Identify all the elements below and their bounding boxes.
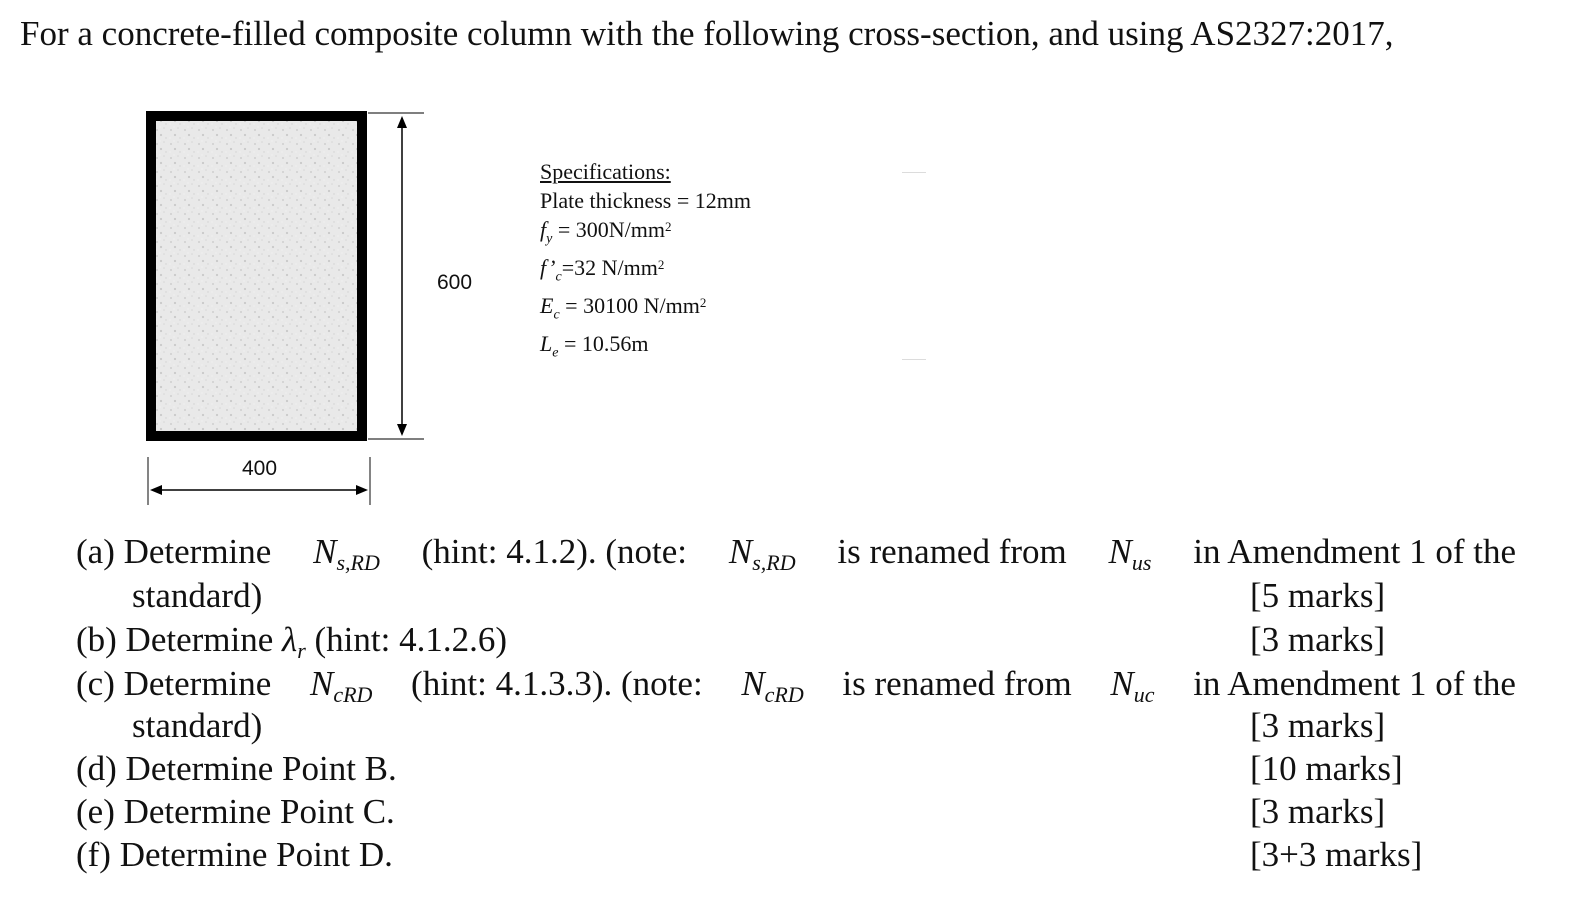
specifications-block: [540, 158, 751, 368]
width-arrow-right: [356, 485, 368, 495]
question-a: (a) Determine $N_{s,RD}$ (hint: 4.1.2). (note: $N_{s,RD}$ is renamed from $N_{us}$ in Amendment 1 of the: [76, 532, 1516, 575]
problem-intro: For a concrete-filled composite column with the following cross-section, and using AS2327:2017,: [20, 14, 1394, 53]
spec-le: $L_e = 10.56m$: [540, 331, 649, 361]
question-f: (f) Determine Point D.: [76, 835, 393, 874]
faint-mark-bottom: [902, 359, 926, 360]
marks-f: [3+3 marks]: [1250, 835, 1423, 874]
faint-mark-top: [902, 172, 926, 173]
question-d: (d) Determine Point B.: [76, 749, 397, 788]
marks-e: [3 marks]: [1250, 792, 1386, 831]
specifications-heading: Specifications:: [540, 159, 671, 184]
height-label: 600: [437, 271, 473, 294]
question-c: (c) Determine $N_{cRD}$ (hint: 4.1.3.3). (note: $N_{cRD}$ is renamed from $N_{uc}$ in Amendment 1 of the: [76, 664, 1516, 707]
spec-fy: $f_y = 300N/mm^2$: [540, 216, 672, 246]
height-arrow-bottom: [397, 424, 407, 436]
spec-fc: $f’_c=32$ $N/mm^2$: [540, 254, 665, 285]
height-arrow-top: [397, 116, 407, 128]
marks-c: [3 marks]: [1250, 706, 1386, 745]
concrete-core: [151, 116, 362, 436]
width-arrow-left: [150, 485, 162, 495]
spec-ec: $E_c = 30100$ $N/mm^2$: [540, 292, 707, 323]
marks-d: [10 marks]: [1250, 749, 1403, 788]
question-a-continuation: standard): [132, 576, 263, 615]
spec-plate-thickness: Plate thickness = 12mm: [540, 187, 751, 213]
question-c-continuation: standard): [132, 706, 263, 745]
width-label: 400: [242, 457, 278, 480]
question-b: (b) Determine $\lambda_r$ (hint: 4.1.2.6): [76, 620, 507, 663]
marks-a: [5 marks]: [1250, 576, 1386, 615]
question-e: (e) Determine Point C.: [76, 792, 395, 831]
marks-b: [3 marks]: [1250, 620, 1386, 659]
